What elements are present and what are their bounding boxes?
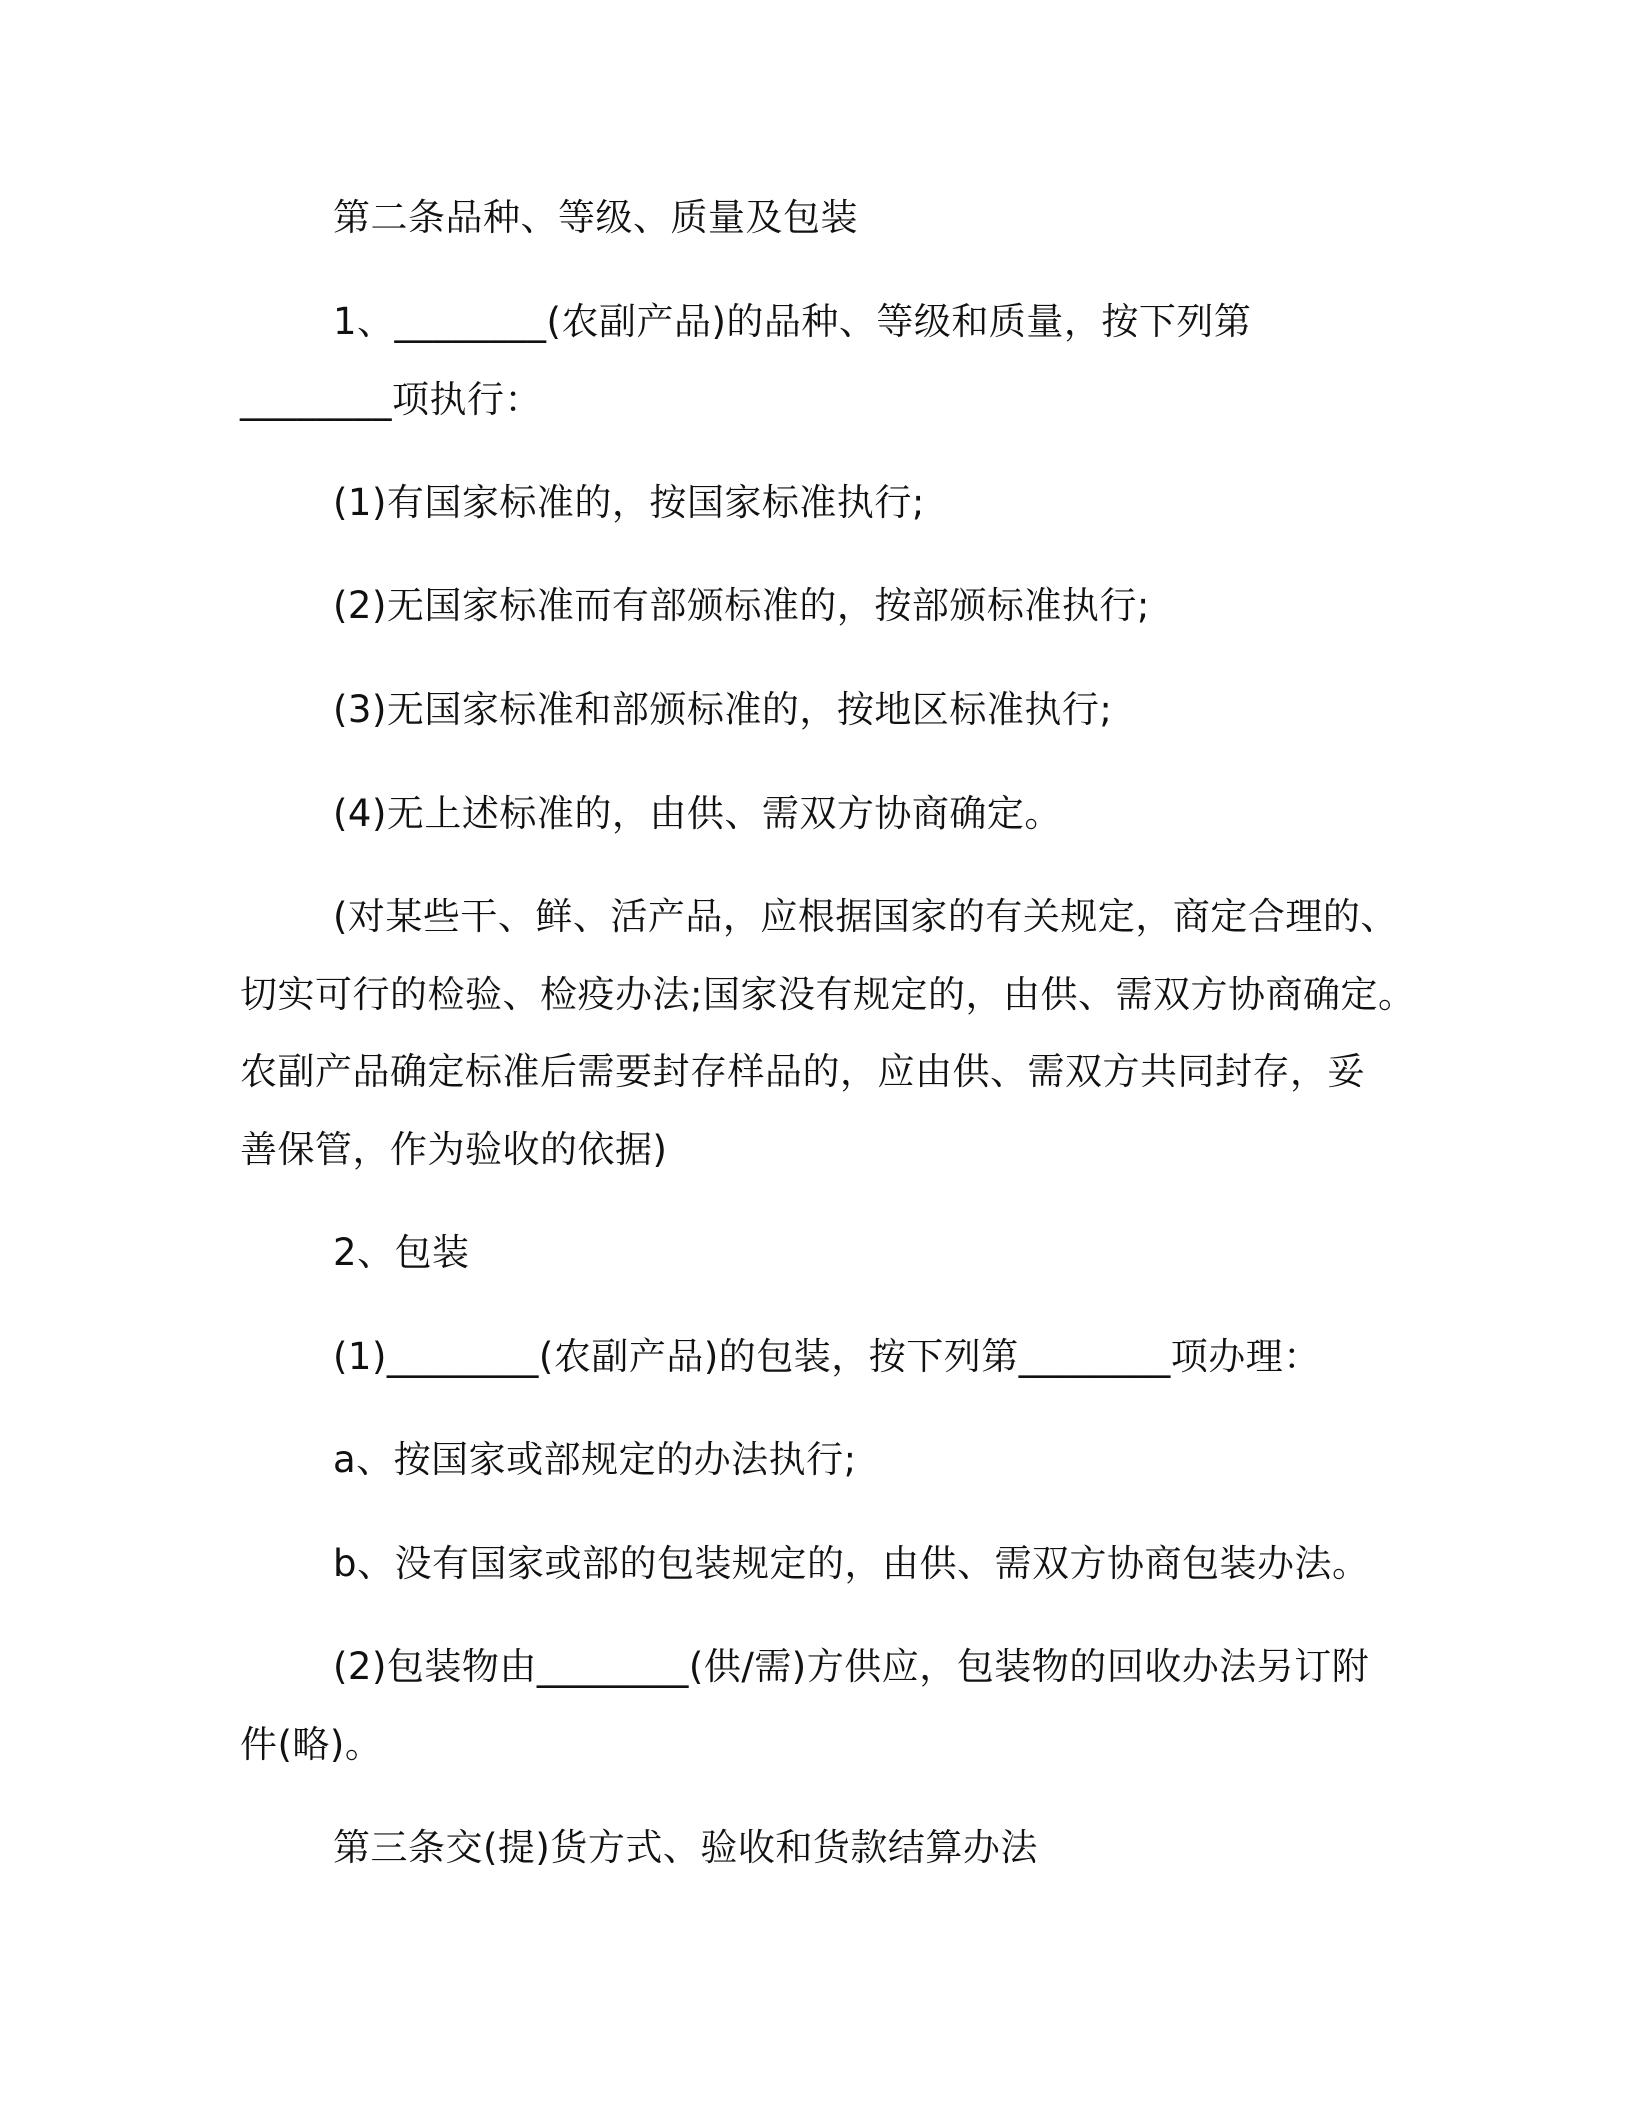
note-line-2: 切实可行的检验、检疫办法;国家没有规定的，由供、需双方协商确定。: [240, 973, 1416, 1016]
clause-2-packaging-heading: 2、包装: [333, 1231, 470, 1274]
item-2-ministry-standard: (2)无国家标准而有部颁标准的，按部颁标准执行;: [333, 584, 1150, 627]
clause-1-line-2: ________项执行：: [240, 378, 542, 421]
packaging-item-a: a、按国家或部规定的办法执行;: [333, 1438, 857, 1481]
packaging-item-1: (1)________(农副产品)的包装，按下列第________项办理：: [333, 1335, 1321, 1378]
item-1-national-standard: (1)有国家标准的，按国家标准执行;: [333, 481, 925, 524]
clause-1-line-1: 1、________(农副产品)的品种、等级和质量，按下列第: [333, 300, 1252, 343]
packaging-item-b: b、没有国家或部的包装规定的，由供、需双方协商包装办法。: [333, 1542, 1370, 1585]
note-line-4: 善保管，作为验收的依据): [240, 1128, 668, 1171]
packaging-item-2-line-1: (2)包装物由________(供/需)方供应，包装物的回收办法另订附: [333, 1645, 1370, 1688]
packaging-item-2-line-2: 件(略)。: [240, 1723, 383, 1766]
article-2-heading: 第二条品种、等级、质量及包装: [333, 196, 858, 239]
item-4-negotiated: (4)无上述标准的，由供、需双方协商确定。: [333, 792, 1062, 835]
note-line-3: 农副产品确定标准后需要封存样品的，应由供、需双方共同封存，妥: [240, 1050, 1365, 1093]
article-3-heading: 第三条交(提)货方式、验收和货款结算办法: [333, 1826, 1038, 1869]
note-line-1: (对某些干、鲜、活产品，应根据国家的有关规定，商定合理的、: [333, 895, 1398, 938]
item-3-regional-standard: (3)无国家标准和部颁标准的，按地区标准执行;: [333, 688, 1113, 731]
